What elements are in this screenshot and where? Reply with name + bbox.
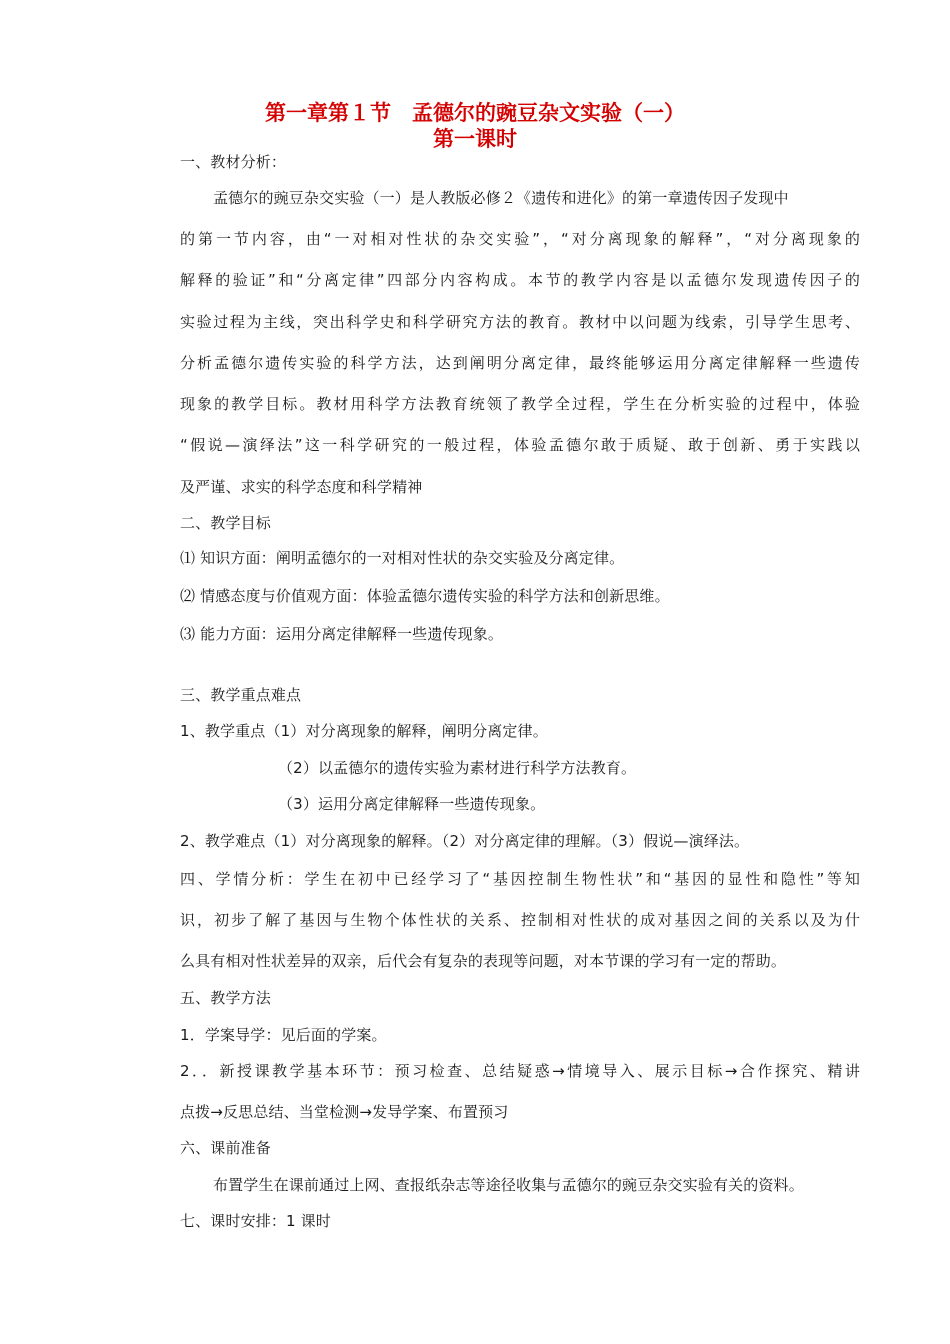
paragraph-line: 布置学生在课前通过上网、查报纸杂志等途径收集与孟德尔的豌豆杂交实验有关的资料。 xyxy=(213,1176,804,1194)
paragraph-line: 识，初步了解了基因与生物个体性状的关系、控制相对性状的成对基因之间的关系以及为什 xyxy=(180,911,860,929)
paragraph-line: 分析孟德尔遗传实验的科学方法，达到阐明分离定律，最终能够运用分离定律解释一些遗传 xyxy=(180,354,860,372)
list-item: 点拨→反思总结、当堂检测→发导学案、布置预习 xyxy=(180,1103,509,1121)
paragraph-line: 孟德尔的豌豆杂交实验（一）是人教版必修２《遗传和进化》的第一章遗传因子发现中 xyxy=(213,189,789,207)
list-item: ⑵ 情感态度与价值观方面：体验孟德尔遗传实验的科学方法和创新思维。 xyxy=(180,587,670,605)
list-item: 1．学案导学：见后面的学案。 xyxy=(180,1026,387,1044)
list-item: 1、教学重点（1）对分离现象的解释，阐明分离定律。 xyxy=(180,722,548,740)
list-item: （2）以孟德尔的遗传实验为素材进行科学方法教育。 xyxy=(278,759,637,777)
paragraph-line: 实验过程为主线，突出科学史和科学研究方法的教育。教材中以问题为线索，引导学生思考、 xyxy=(180,313,860,331)
section-heading-2: 二、教学目标 xyxy=(180,514,271,532)
section-heading-3: 三、教学重点难点 xyxy=(180,686,302,704)
section-heading-1: 一、教材分析： xyxy=(180,153,287,171)
section-heading-7: 七、课时安排：1 课时 xyxy=(180,1212,331,1230)
paragraph-line: 么具有相对性状差异的双亲，后代会有复杂的表现等问题，对本节课的学习有一定的帮助。 xyxy=(180,952,787,970)
paragraph-line: 的第一节内容，由“一对相对性状的杂交实验”，“对分离现象的解释”，“对分离现象的 xyxy=(180,230,860,248)
section-heading-6: 六、课前准备 xyxy=(180,1139,271,1157)
document-title: 第一章第１节 孟德尔的豌豆杂文实验（一） xyxy=(265,101,685,125)
paragraph-line: 四、学情分析：学生在初中已经学习了“基因控制生物性状”和“基因的显性和隐性”等知 xyxy=(180,870,860,888)
document-subtitle: 第一课时 xyxy=(433,127,517,151)
list-item: 2、教学难点（1）对分离现象的解释。（2）对分离定律的理解。（3）假说—演绎法。 xyxy=(180,832,750,850)
list-item: （3）运用分离定律解释一些遗传现象。 xyxy=(278,795,546,813)
paragraph-line: 解释的验证”和“分离定律”四部分内容构成。本节的教学内容是以孟德尔发现遗传因子的 xyxy=(180,271,860,289)
paragraph-line: 现象的教学目标。教材用科学方法教育统领了教学全过程，学生在分析实验的过程中，体验 xyxy=(180,395,860,413)
list-item: 2．．新授课教学基本环节：预习检查、总结疑惑→情境导入、展示目标→合作探究、精讲 xyxy=(180,1062,860,1080)
paragraph-line: 及严谨、求实的科学态度和科学精神 xyxy=(180,478,423,496)
list-item: ⑴ 知识方面：阐明孟德尔的一对相对性状的杂交实验及分离定律。 xyxy=(180,549,625,567)
section-heading-5: 五、教学方法 xyxy=(180,989,271,1007)
list-item: ⑶ 能力方面：运用分离定律解释一些遗传现象。 xyxy=(180,625,504,643)
paragraph-line: “假说—演绎法”这一科学研究的一般过程，体验孟德尔敢于质疑、敢于创新、勇于实践以 xyxy=(180,436,860,454)
